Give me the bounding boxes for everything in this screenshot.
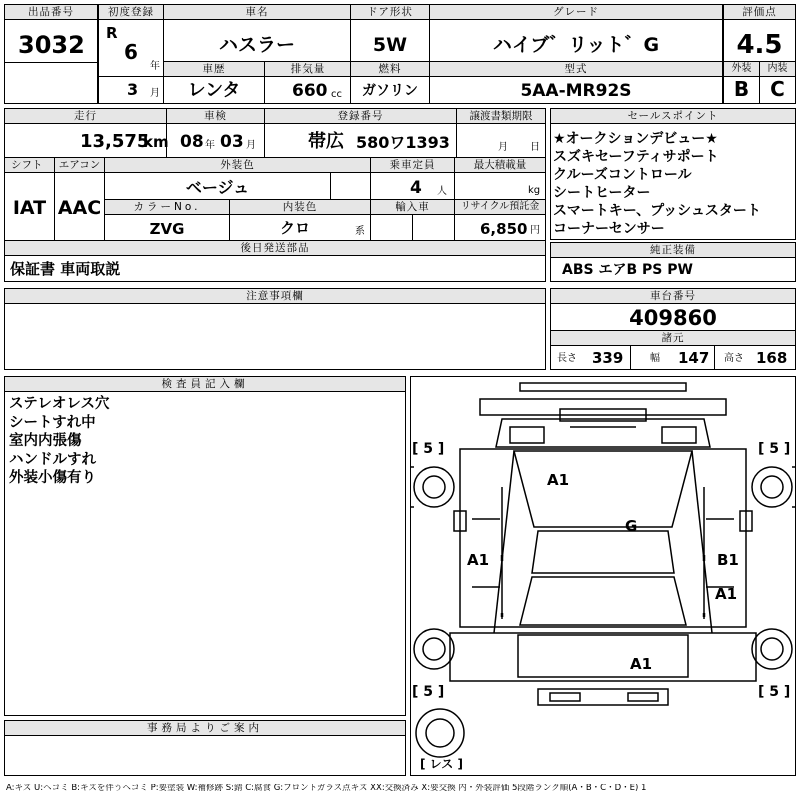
inspector-line: 外装小傷有り [9, 470, 96, 486]
exterior-grade: B [733, 77, 750, 101]
shift: IAT [12, 197, 47, 219]
car-name-label: 車名 [164, 5, 350, 20]
equipment: ABS エアB PS PW [562, 262, 693, 278]
sales-point: クルーズコントロール [553, 167, 692, 183]
cc-unit: cc [331, 89, 342, 100]
reg-label: 登録番号 [265, 109, 456, 124]
sales-points-list [553, 130, 793, 238]
load-label: 最大積載量 [455, 158, 545, 173]
interior-label: 内装 [760, 62, 795, 77]
damage-right-door: B1 [717, 551, 739, 569]
model-label: 型式 [430, 62, 722, 77]
mileage: 13,575 [80, 131, 150, 152]
rating-label: 評価点 [724, 5, 795, 20]
legend: A:キズ U:ヘコミ B:キズを伴うヘコミ P:要塗装 W:補修跡 S:錆 C:腐食 G:フロントガラス点キズ XX:交換済み X:要交換 内・外装評価 5段階ランク順(A・B・C・D・E) 1 [6, 784, 647, 793]
sales-point: スマートキー、プッシュスタート [553, 203, 761, 219]
shift-label: シフト [5, 158, 54, 173]
chassis-label: 車台番号 [551, 289, 795, 304]
notes-label: 注意事項欄 [5, 289, 545, 304]
sales-points-label: セールスポイント [551, 109, 795, 124]
sales-point: シートヒーター [553, 185, 651, 201]
ac: AAC [57, 197, 102, 219]
reg-city: 帯広 [308, 131, 344, 152]
height-label: 高さ [724, 353, 744, 364]
tire-front-left: [ 5 ] [412, 441, 445, 457]
grade: ハイブ゛リット゛G [492, 34, 660, 56]
first-reg-month: 3 [127, 80, 139, 99]
inspection-month-unit: 月 [246, 140, 256, 151]
tire-rear-right: [ 5 ] [758, 684, 791, 700]
tire-front-right: [ 5 ] [758, 441, 791, 457]
door-type: 5W [372, 34, 408, 56]
capacity: 4 [410, 178, 422, 198]
chassis-number: 409860 [629, 306, 717, 330]
color-no-label: カラーNo. [105, 200, 229, 215]
km-unit: km [143, 133, 169, 151]
model: 5AA-MR92S [520, 81, 632, 101]
height: 168 [756, 349, 788, 367]
history-label: 車歴 [164, 62, 264, 77]
length: 339 [592, 349, 624, 367]
fuel: ガソリン [362, 83, 418, 99]
ac-label: エアコン [55, 158, 104, 173]
era: R [106, 24, 118, 42]
transfer-label: 譲渡書類期限 [457, 109, 545, 124]
office-label: 事務局よりご案内 [5, 721, 405, 736]
inspector-line: ステレオレス穴 [9, 396, 110, 412]
sales-point: コーナーセンサー [553, 221, 665, 237]
lot-number: 3032 [18, 31, 85, 59]
car-name: ハスラー [218, 34, 295, 56]
fuel-label: 燃料 [351, 62, 429, 77]
year-unit: 年 [150, 61, 160, 72]
color: ベージュ [185, 178, 250, 197]
inspector-line: ハンドルすれ [9, 451, 96, 468]
damage-right-rear: A1 [715, 585, 738, 603]
inspector-label: 検査員記入欄 [5, 377, 405, 392]
sales-point: ★オークションデビュー★ [553, 131, 718, 147]
history: レンタ [187, 80, 241, 101]
inspection-label: 車検 [167, 109, 264, 124]
capacity-unit: 人 [437, 186, 447, 197]
month-unit: 月 [150, 88, 160, 99]
interior-color-unit: 系 [355, 226, 365, 237]
door-label: ドア形状 [351, 5, 429, 20]
displacement: 660 [292, 81, 328, 101]
rating: 4.5 [736, 30, 783, 60]
transfer-day-unit: 日 [530, 142, 540, 153]
first-reg-label: 初度登録 [99, 5, 163, 20]
color-label: 外装色 [105, 158, 370, 173]
mileage-label: 走行 [5, 109, 166, 124]
length-label: 長さ [557, 353, 577, 364]
import-label: 輸入車 [371, 200, 454, 215]
inspection-year: 08 [180, 132, 204, 152]
interior-color-label: 内装色 [230, 200, 370, 215]
specs-label: 諸元 [551, 331, 795, 346]
recycle-label: リサイクル預託金 [455, 200, 545, 215]
width: 147 [678, 349, 710, 367]
inspector-line: 室内内張傷 [9, 433, 82, 449]
load-unit: kg [528, 185, 541, 196]
grade-label: グレード [430, 5, 722, 20]
transfer-month-unit: 月 [498, 142, 508, 153]
sales-point: スズキセーフティサポート [553, 149, 719, 165]
inspector-notes [9, 395, 399, 488]
inspector-line: シートすれ中 [9, 414, 96, 431]
later-parts: 保証書 車両取説 [10, 260, 121, 278]
tire-rear-left: [ 5 ] [412, 684, 445, 700]
interior-color: クロ [279, 219, 310, 237]
first-reg-year: 6 [124, 40, 138, 64]
inspection-month: 03 [220, 132, 244, 152]
damage-left-door: A1 [467, 551, 490, 569]
recycle: 6,850 [480, 220, 528, 238]
color-no: ZVG [149, 220, 185, 238]
displacement-label: 排気量 [265, 62, 351, 77]
exterior-label: 外装 [724, 62, 759, 77]
reg-number: 580ワ1393 [356, 133, 450, 152]
width-label: 幅 [650, 353, 660, 364]
spare-tire: [ レス ] [420, 757, 463, 771]
later-parts-label: 後日発送部品 [5, 241, 545, 256]
inspection-year-unit: 年 [205, 140, 215, 151]
damage-windshield: G [625, 517, 638, 535]
car-outline-diagram [410, 377, 796, 775]
capacity-label: 乗車定員 [371, 158, 454, 173]
damage-rear: A1 [630, 655, 653, 673]
lot-label: 出品番号 [5, 5, 97, 20]
interior-grade: C [770, 77, 785, 101]
damage-hood: A1 [547, 471, 570, 489]
recycle-unit: 円 [530, 225, 540, 236]
equipment-label: 純正装備 [551, 243, 795, 258]
